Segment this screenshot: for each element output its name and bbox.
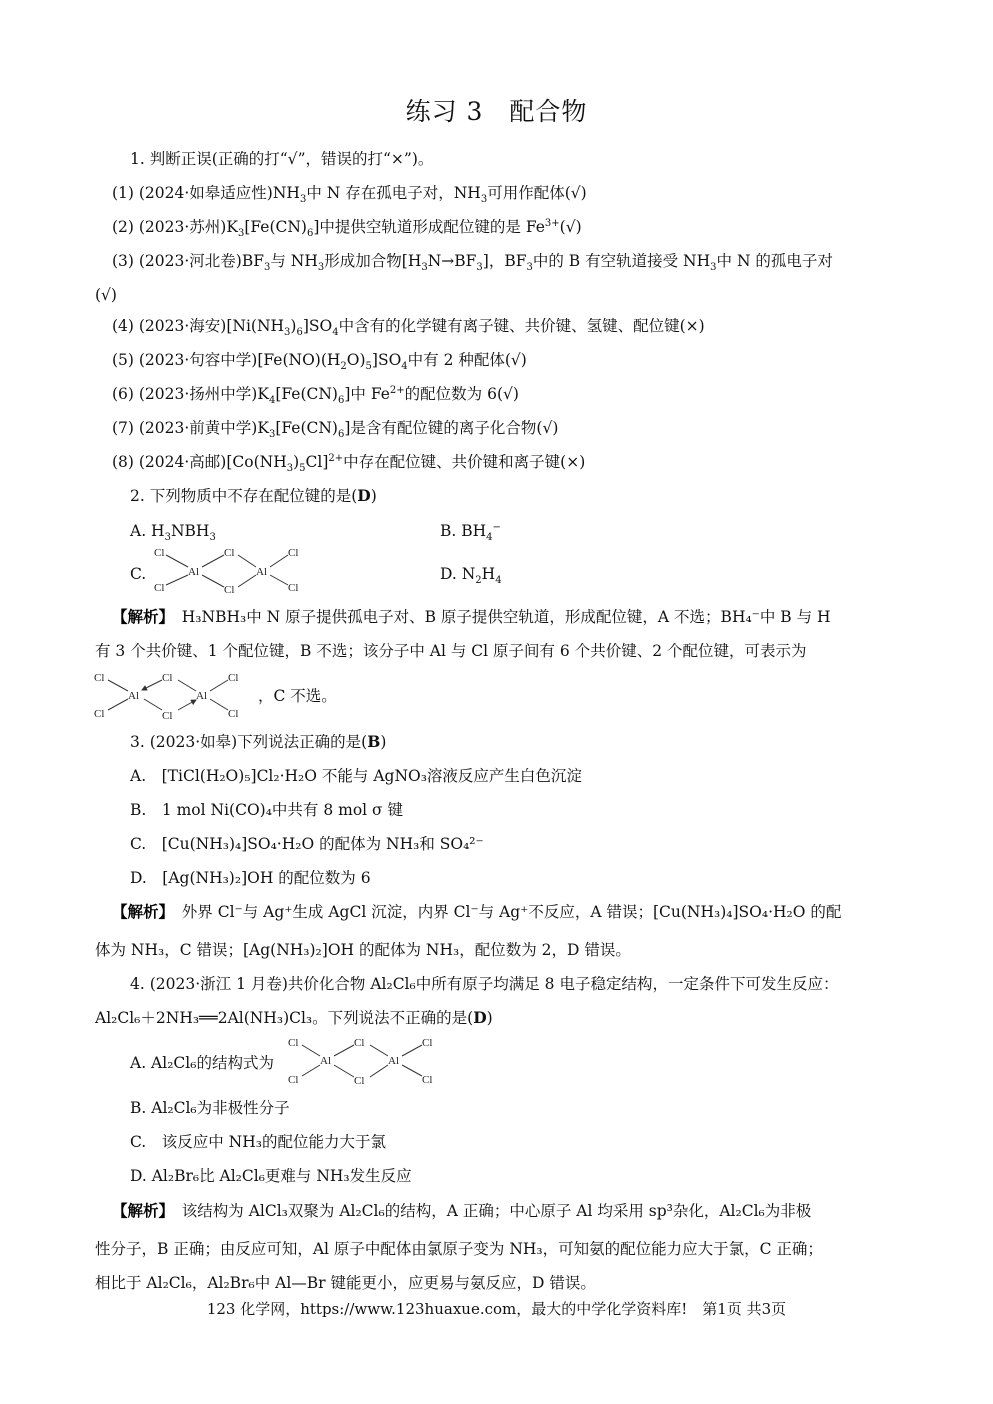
q4-answer: D: [473, 1008, 487, 1027]
q4-option-a: A. Al₂Cl₆的结构式为: [130, 1054, 274, 1072]
cl-label: Cl: [154, 547, 165, 559]
cl-label: Cl: [224, 584, 235, 595]
q1-item-2: (2) (2023·苏州)$K_3[Fe(CN)_6]$中提供空轨道形成配位键的是 $Fe^{3+}(√)$: [112, 217, 582, 240]
cl-label: Cl: [94, 672, 105, 684]
cl-label: Cl: [422, 1037, 433, 1049]
q3-option-c: C. [Cu(NH₃)₄]SO₄·H₂O 的配体为 NH₃和 SO₄²⁻: [130, 835, 484, 853]
q4-option-c: C. 该反应中 NH₃的配位能力大于氯: [130, 1133, 386, 1151]
q1-item-8: (8) (2024·高邮)$[Co(NH_3)_5Cl]^{2+}$中存在配位键、共价键和离子键(×): [112, 452, 586, 475]
q4-stem-2: Al₂Cl₆＋2NH₃══2Al(NH₃)Cl₃。下列说法不正确的是(D): [95, 1008, 493, 1027]
q1-item-6: (6) (2023·扬州中学)$K_4[Fe(CN)_6]$中 $Fe^{2+}$的配位数为 6(√): [112, 384, 519, 407]
q3-option-b: B. 1 mol Ni(CO)₄中共有 8 mol σ 键: [130, 801, 404, 819]
cl-label: Cl: [228, 672, 239, 684]
cl-label: Cl: [288, 547, 299, 559]
q1-item-7: (7) (2023·前黄中学)$K_3[Fe(CN)_6]$是含有配位键的离子化合物(√): [112, 419, 559, 441]
page-title: 练习 3 配合物: [405, 97, 588, 126]
q3-stem: 3. (2023·如皋)下列说法正确的是(B): [130, 732, 387, 751]
al-label: Al: [188, 566, 199, 578]
q3-analysis-2: 体为 NH₃，C 错误；[Ag(NH₃)₂]OH 的配体为 NH₃，配位数为 2，D 错误。: [95, 941, 631, 959]
al2cl6-structure-a: [284, 1034, 444, 1086]
q2-analysis-2: 有 3 个共价键、1 个配位键，B 不选；该分子中 Al 与 Cl 原子间有 6 个共价键、2 个配位键，可表示为: [95, 642, 807, 660]
al-label: Al: [256, 566, 267, 578]
cl-label: Cl: [354, 1075, 365, 1086]
q3-option-a: A. [TiCl(H₂O)₅]Cl₂·H₂O 不能与 AgNO₃溶液反应产生白色沉淀: [130, 767, 582, 785]
q1-item-5: (5) (2023·句容中学)$[Fe(NO)(H_2O)_5]SO_4$中有 2 种配体(√): [112, 351, 527, 373]
q2-option-b: B. $BH_4^-$: [440, 521, 501, 544]
cl-label: Cl: [288, 1074, 299, 1086]
q4-option-d: D. Al₂Br₆比 Al₂Cl₆更难与 NH₃发生反应: [130, 1167, 412, 1185]
al2cl6-coordinate-structure: [92, 668, 252, 722]
q2-option-c-label: C.: [130, 565, 147, 583]
q1-item-1: (1) (2024·如皋适应性)$NH_3$中 N 存在孤电子对，$NH_3$可用作配体(√): [112, 184, 587, 206]
cl-label: Cl: [422, 1074, 433, 1086]
al-label: Al: [388, 1055, 399, 1067]
q3-option-d: D. [Ag(NH₃)₂]OH 的配位数为 6: [130, 869, 371, 887]
al-label: Al: [128, 690, 139, 702]
al-label: Al: [196, 690, 207, 702]
page-footer: 123 化学网，https://www.123huaxue.com，最大的中学化学资料库! 第1页 共3页: [206, 1300, 787, 1318]
al-label: Al: [320, 1055, 331, 1067]
cl-label: Cl: [354, 1037, 365, 1049]
cl-label: Cl: [228, 708, 239, 720]
q2-answer: D: [357, 486, 371, 505]
q4-analysis-2: 性分子，B 正确；由反应可知，Al 原子中配体由氯原子变为 NH₃，可知氨的配位能力应大于氯，C 正确；: [95, 1240, 823, 1258]
q2-option-d: D. $N_2H_4$: [440, 565, 502, 587]
q2-option-a: A. $H_3NBH_3$: [130, 522, 216, 544]
cl-label: Cl: [288, 1037, 299, 1049]
cl-label: Cl: [94, 708, 105, 720]
q2-stem: 2. 下列物质中不存在配位键的是(D): [130, 486, 377, 505]
q4-analysis-1: 【解析】 该结构为 AlCl₃双聚为 Al₂Cl₆的结构，A 正确；中心原子 Al 均采用 sp³杂化，Al₂Cl₆为非极: [112, 1201, 812, 1220]
q1-stem: 1. 判断正误(正确的打“√”，错误的打“×”)。: [130, 150, 434, 168]
q2-analysis-3: ，C 不选。: [258, 687, 337, 705]
q3-answer: B: [367, 732, 381, 751]
q1-item-3-cont: (√): [95, 286, 117, 304]
cl-label: Cl: [224, 547, 235, 559]
q4-stem-1: 4. (2023·浙江 1 月卷)共价化合物 Al₂Cl₆中所有原子均满足 8 电子稳定结构，一定条件下可发生反应：: [130, 975, 839, 993]
cl-label: Cl: [154, 582, 165, 594]
cl-label: Cl: [162, 710, 173, 722]
al2cl6-structure-c: [150, 545, 310, 595]
q2-analysis-1: 【解析】 H₃NBH₃中 N 原子提供孤电子对、B 原子提供空轨道，形成配位键，A 不选；BH₄⁻中 B 与 H: [112, 607, 831, 626]
q4-analysis-3: 相比于 Al₂Cl₆，Al₂Br₆中 Al—Br 键能更小，应更易与氨反应，D 错误。: [95, 1274, 596, 1292]
q4-option-b: B. Al₂Cl₆为非极性分子: [130, 1099, 290, 1117]
cl-label: Cl: [162, 672, 173, 684]
q1-item-4: (4) (2023·海安)$[Ni(NH_3)_6]SO_4$中含有的化学键有离子键、共价键、氢键、配位键(×): [112, 317, 705, 339]
cl-label: Cl: [288, 582, 299, 594]
q1-item-3: (3) (2023·河北卷)$BF_3$与 $NH_3$形成加合物$[H_3N\to BF_3]$，$BF_3$中的 B 有空轨道接受 $NH_3$中 N 的孤电子对: [112, 252, 833, 274]
q3-analysis-1: 【解析】 外界 Cl⁻与 Ag⁺生成 AgCl 沉淀，内界 Cl⁻与 Ag⁺不反应，A 错误；[Cu(NH₃)₄]SO₄·H₂O 的配: [112, 902, 842, 921]
